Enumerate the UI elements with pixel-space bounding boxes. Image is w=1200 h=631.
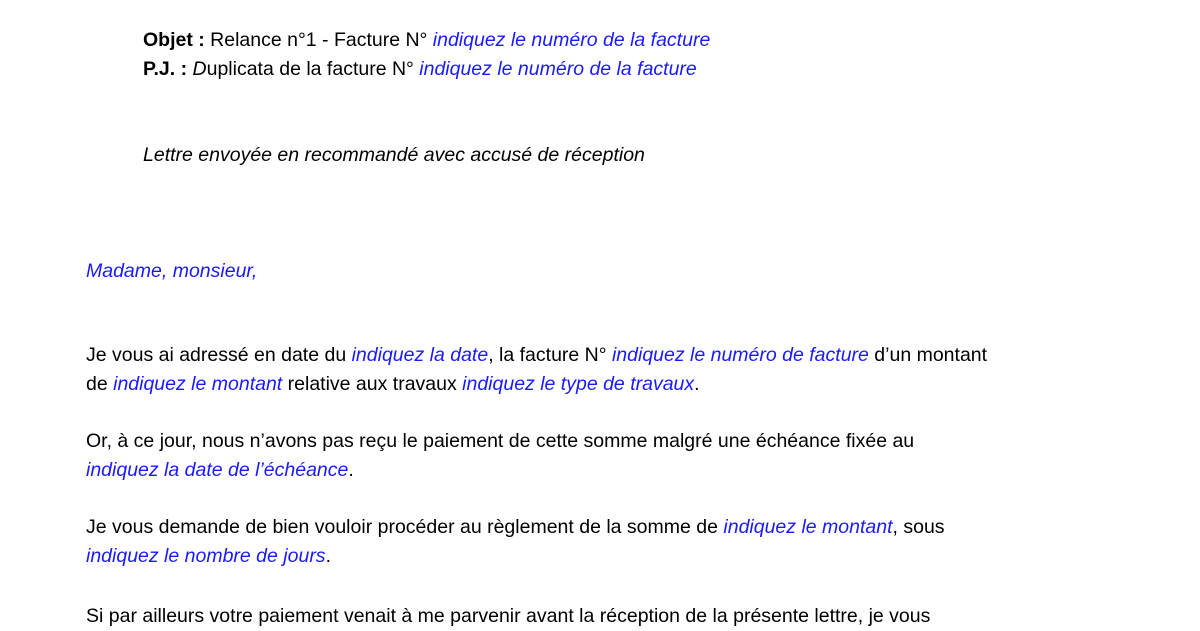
paragraph-1-line-1	[86, 341, 987, 370]
p3-placeholder-days: indiquez le nombre de jours	[86, 545, 326, 567]
paragraph-4-line-1	[86, 602, 930, 631]
objet-line	[143, 26, 710, 55]
p1-placeholder-amount: indiquez le montant	[113, 373, 283, 395]
p3-text-b: , sous	[892, 516, 945, 538]
p1-text-c: d’un montant	[868, 344, 988, 366]
paragraph-3-line-2	[86, 542, 331, 571]
salutation: Madame, monsieur,	[86, 260, 258, 282]
p3-text-a: Je vous demande de bien vouloir procéder au règlement de la somme de	[86, 516, 724, 538]
p3-placeholder-amount: indiquez le montant	[723, 516, 893, 538]
paragraph-2-line-2	[86, 456, 354, 485]
pj-label: P.J. :	[143, 58, 188, 80]
p2-text-b: .	[348, 459, 354, 481]
p1-placeholder-invoice-number: indiquez le numéro de facture	[611, 344, 869, 366]
paragraph-1-line-2	[86, 370, 700, 399]
pj-line	[143, 55, 697, 84]
pj-text: uplicata de la facture N°	[206, 58, 420, 80]
p2-placeholder-due-date: indiquez la date de l’échéance	[86, 459, 349, 481]
objet-placeholder: indiquez le numéro de la facture	[432, 29, 711, 51]
p1-placeholder-date: indiquez la date	[351, 344, 489, 366]
p3-text-c: .	[325, 545, 331, 567]
objet-label: Objet :	[143, 29, 205, 51]
p4-text-a: Si par ailleurs votre paiement venait à me parvenir avant la réception de la présente lettre, je vous	[86, 605, 931, 627]
pj-text-initial: D	[187, 58, 207, 80]
p1-text-f: .	[694, 373, 700, 395]
paragraph-2-line-1	[86, 427, 914, 456]
paragraph-3-line-1	[86, 513, 945, 542]
p1-placeholder-work-type: indiquez le type de travaux	[462, 373, 695, 395]
p2-text-a: Or, à ce jour, nous n’avons pas reçu le paiement de cette somme malgré une échéance fixée au	[86, 430, 915, 452]
sending-mention: Lettre envoyée en recommandé avec accusé de réception	[143, 144, 645, 166]
p1-text-a: Je vous ai adressé en date du	[86, 344, 352, 366]
pj-placeholder: indiquez le numéro de la facture	[419, 58, 697, 80]
p1-text-d: de	[86, 373, 114, 395]
p1-text-e: relative aux travaux	[282, 373, 463, 395]
p1-text-b: , la facture N°	[488, 344, 612, 366]
objet-text: Relance n°1 - Facture N°	[204, 29, 433, 51]
